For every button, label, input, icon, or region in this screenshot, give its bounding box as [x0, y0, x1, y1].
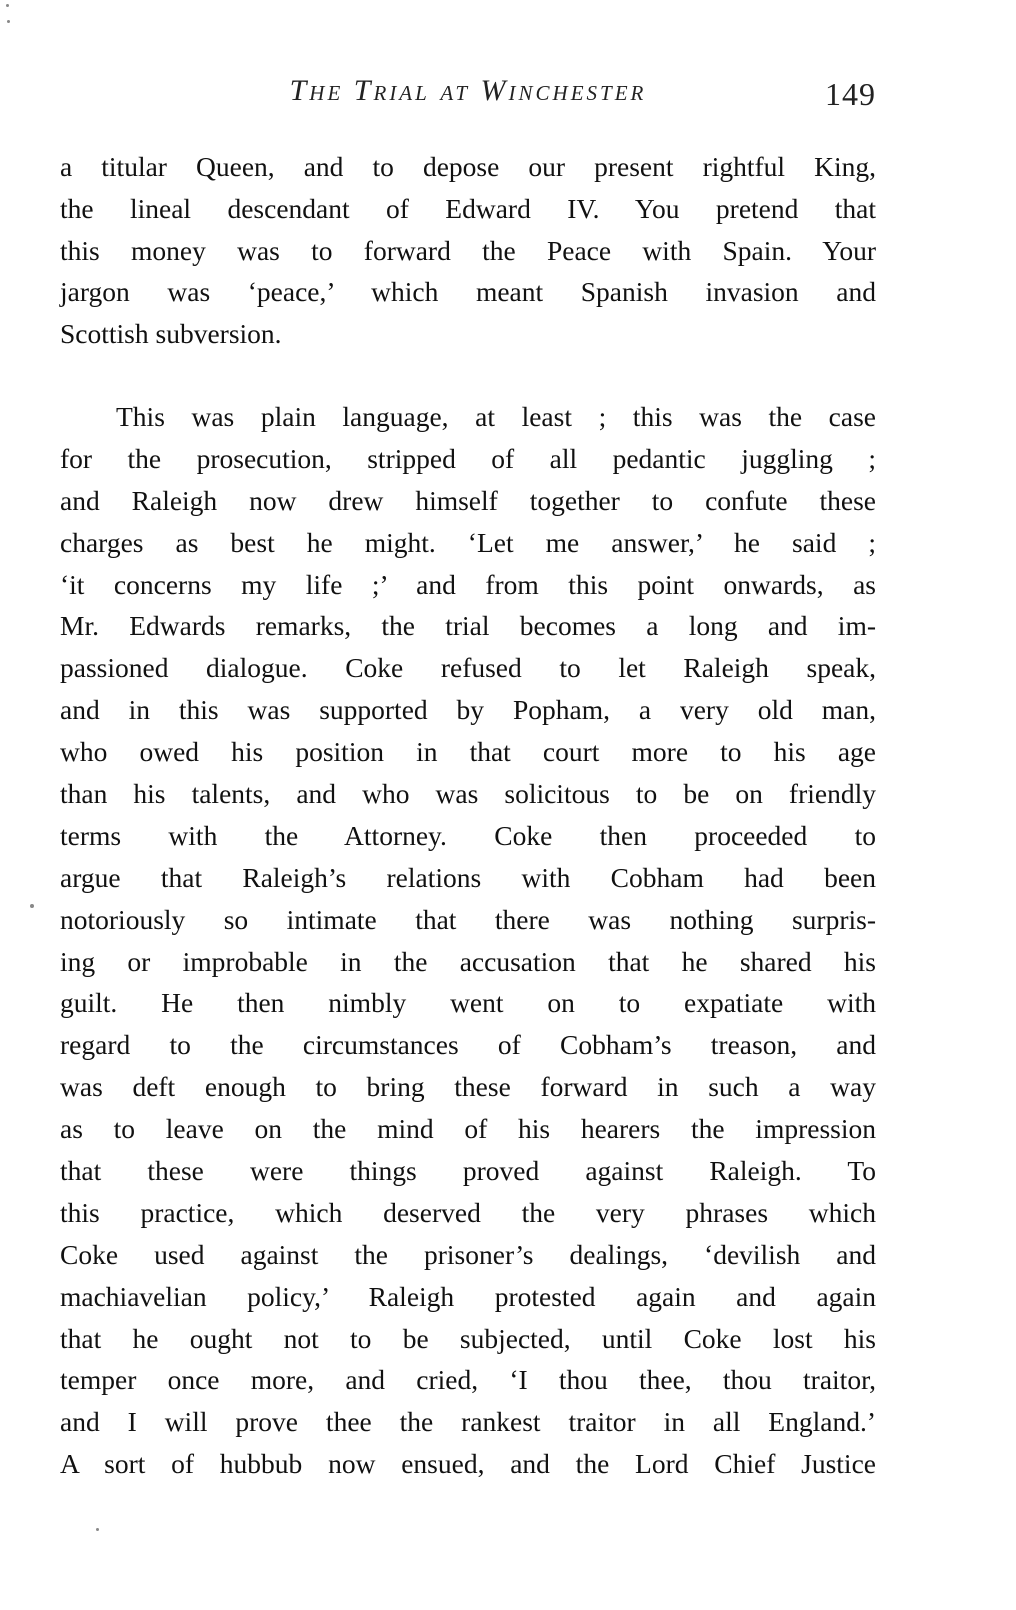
text-line: Scottish subversion.: [60, 318, 282, 350]
text-line: this practice, which deserved the very phrases which: [60, 1196, 876, 1228]
paragraph-2: [60, 396, 876, 1485]
scan-speck: [30, 904, 34, 908]
text-line: terms with the Attorney. Coke then proceeded to: [60, 819, 876, 851]
text-line: regard to the circumstances of Cobham’s treason, and: [60, 1029, 876, 1061]
text-line: temper once more, and cried, ‘I thou thee, thou traitor,: [60, 1364, 876, 1396]
text-line: and Raleigh now drew himself together to confute these: [60, 484, 876, 516]
text-line: passioned dialogue. Coke refused to let Raleigh speak,: [60, 652, 876, 684]
text-line: who owed his position in that court more to his age: [60, 736, 876, 768]
text-line: for the prosecution, stripped of all pedantic juggling ;: [60, 442, 876, 474]
text-line: notoriously so intimate that there was nothing surpris-: [60, 903, 876, 935]
text-line: charges as best he might. ‘Let me answer,’ he said ;: [60, 526, 876, 558]
text-line: that he ought not to be subjected, until Coke lost his: [60, 1322, 876, 1354]
text-line: A sort of hubbub now ensued, and the Lord Chief Justice: [60, 1448, 876, 1480]
text-line: was deft enough to bring these forward in such a way: [60, 1071, 876, 1103]
text-line: the lineal descendant of Edward IV. You pretend that: [60, 192, 876, 224]
text-line: guilt. He then nimbly went on to expatiate with: [60, 987, 876, 1019]
scan-speck: [96, 1528, 99, 1531]
running-title: The Trial at Winchester: [289, 74, 647, 107]
text-line: machiavelian policy,’ Raleigh protested again and again: [60, 1280, 876, 1312]
text-line: argue that Raleigh’s relations with Cobham had been: [60, 861, 876, 893]
text-line: Mr. Edwards remarks, the trial becomes a long and im-: [60, 610, 876, 642]
text-line: and I will prove thee the rankest traitor in all England.’: [60, 1406, 876, 1438]
scan-speck: [7, 20, 10, 23]
running-head: [60, 72, 876, 120]
text-line: ing or improbable in the accusation that he shared his: [60, 945, 876, 977]
text-line: that these were things proved against Raleigh. To: [60, 1155, 876, 1187]
text-line: than his talents, and who was solicitous to be on friendly: [60, 778, 876, 810]
paragraph-1: [60, 146, 876, 355]
page-number: 149: [825, 76, 876, 112]
scan-speck: [6, 4, 9, 7]
text-line: this money was to forward the Peace with Spain. Your: [60, 234, 876, 266]
text-line: ‘it concerns my life ;’ and from this point onwards, as: [60, 568, 876, 600]
text-line: This was plain language, at least ; this was the case: [116, 401, 876, 432]
text-line: as to leave on the mind of his hearers the impression: [60, 1113, 876, 1145]
text-line: jargon was ‘peace,’ which meant Spanish invasion and: [60, 276, 876, 308]
text-line: Coke used against the prisoner’s dealings, ‘devilish and: [60, 1238, 876, 1270]
text-line: and in this was supported by Popham, a very old man,: [60, 694, 876, 726]
text-line: a titular Queen, and to depose our present rightful King,: [60, 151, 876, 182]
